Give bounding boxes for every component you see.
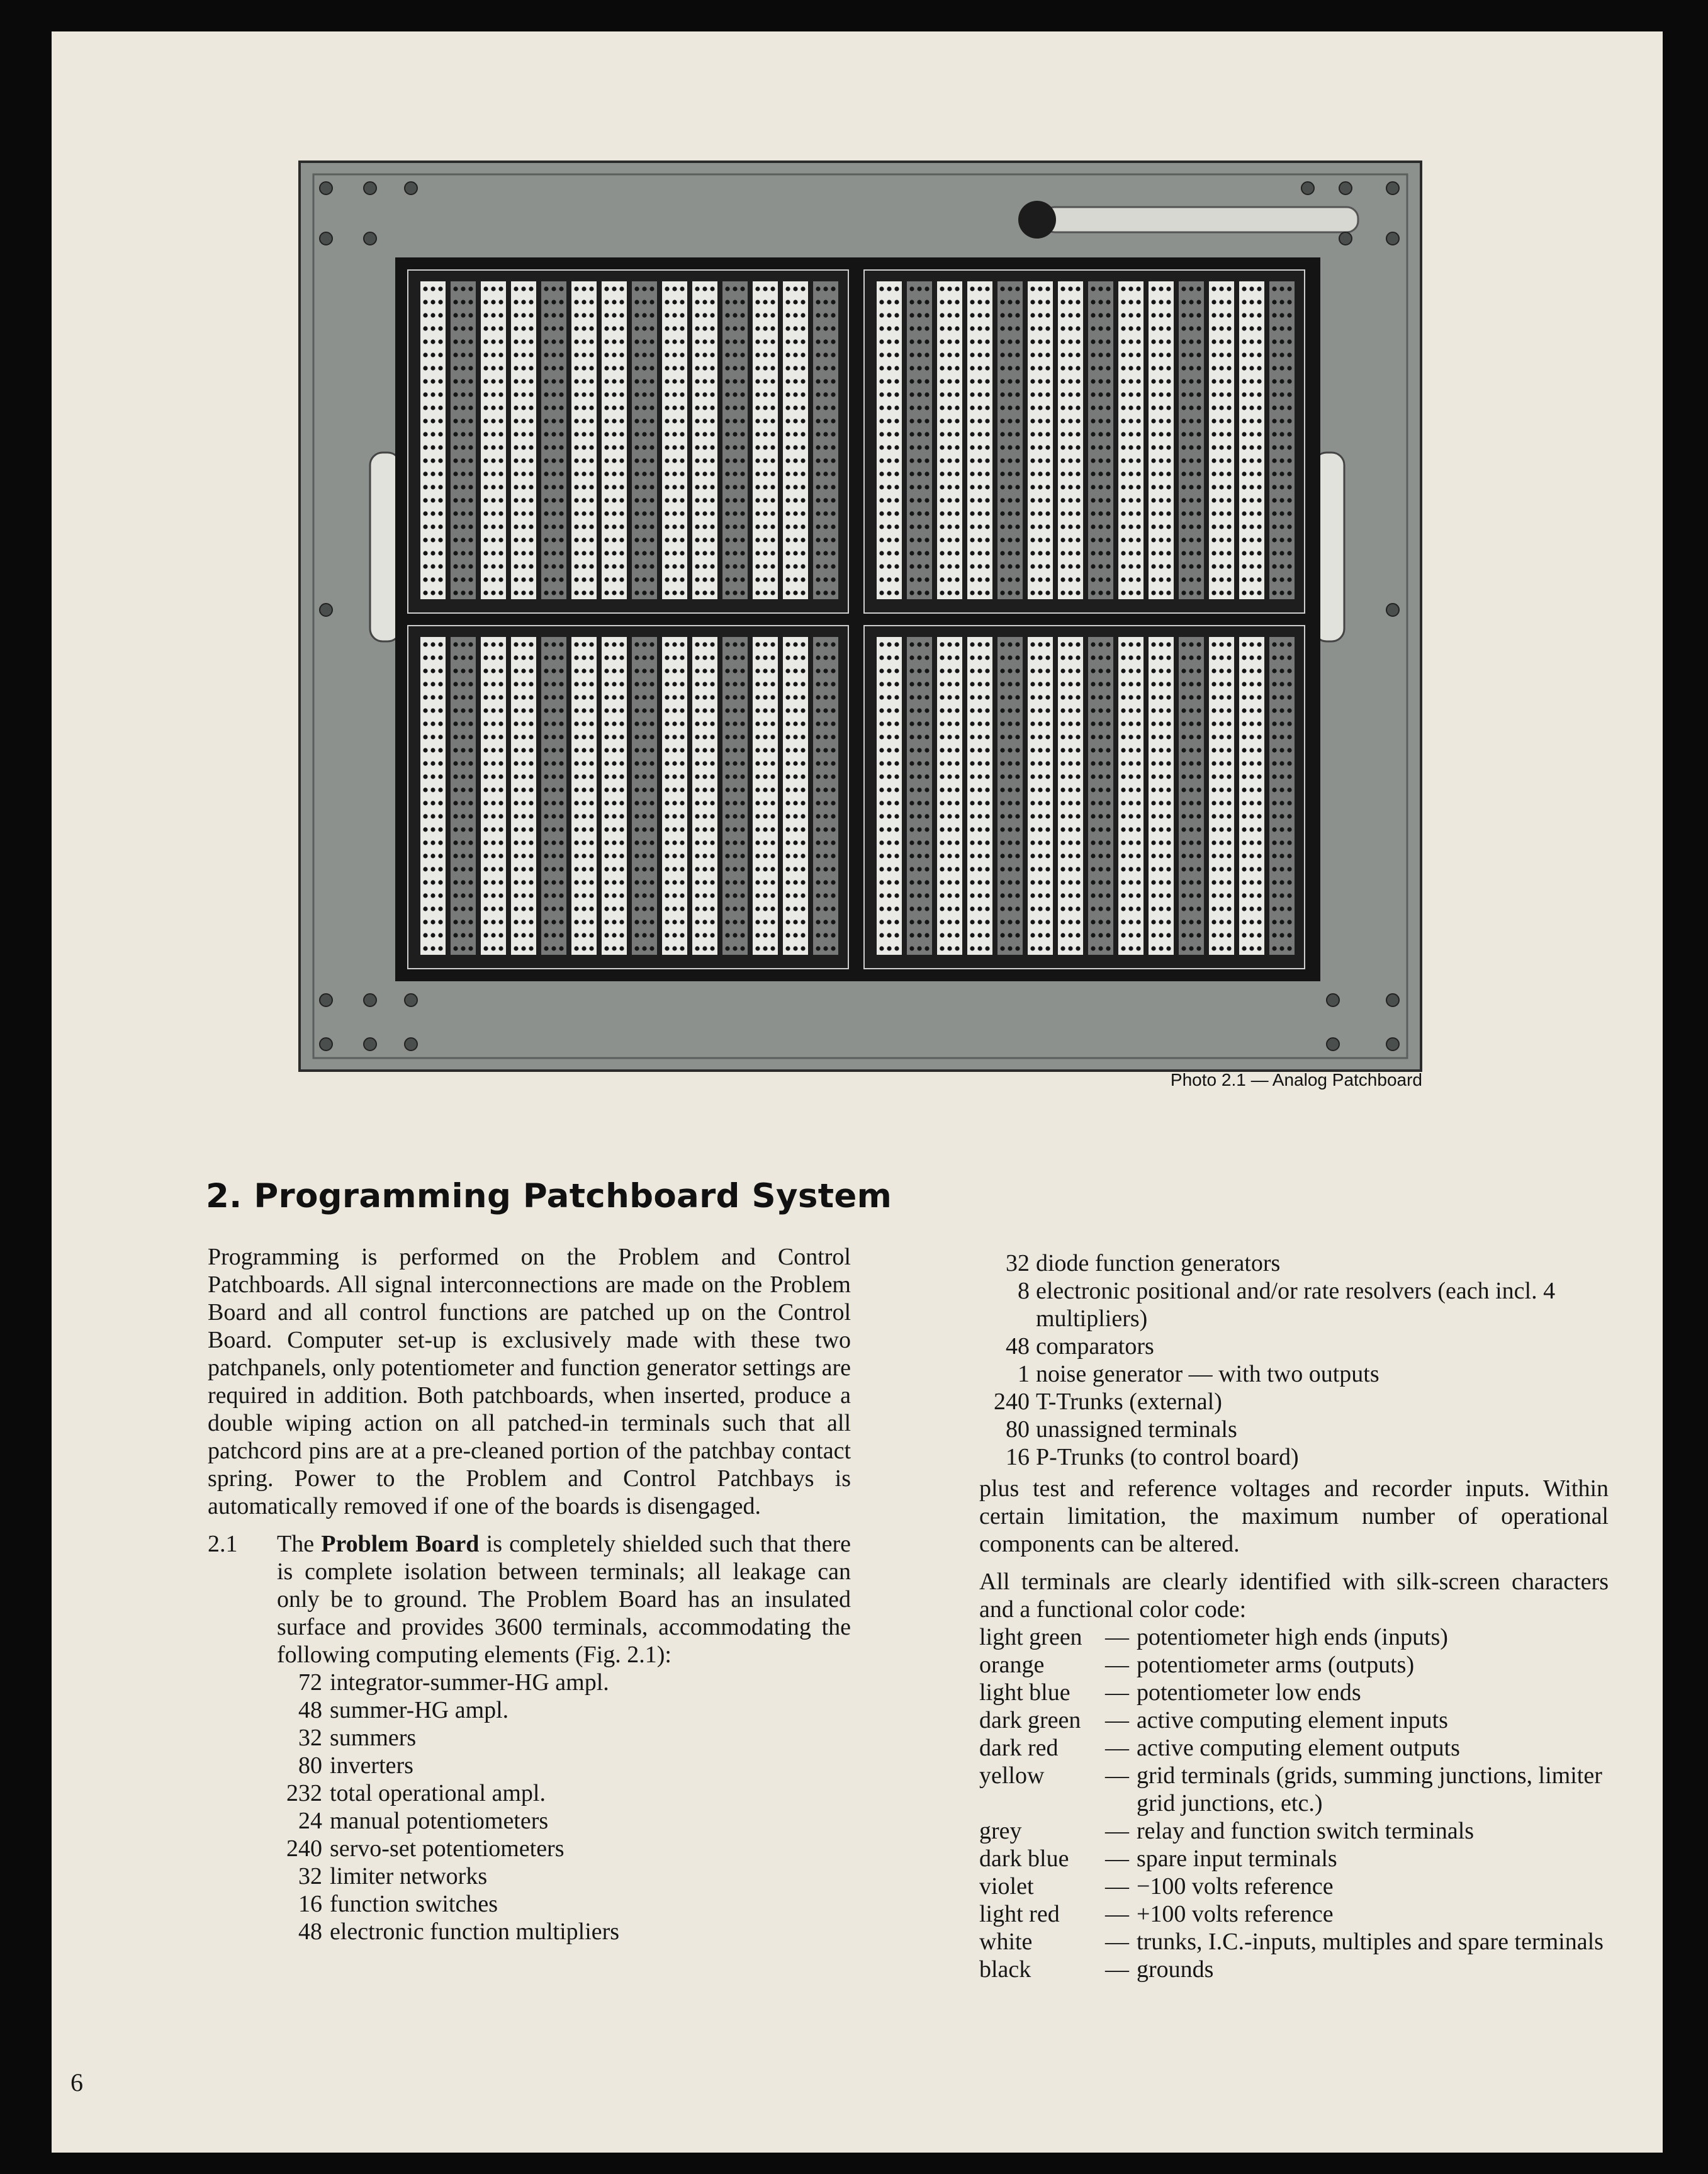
intro-paragraph: Programming is performed on the Problem and Control Patchboards. All signal interconnections are made on the Problem Board and all control functions are patched up on the Control Board. Computer set-up is exclusively made with these two patchpanels, only potentiometer and function generator settings are required in addition. Both patchboards, when inserted, produce a double wiping action on all patched-in terminals such that all patchcord pins are at a pre-cleaned portion of the patchbay contact spring. Power to the Problem and Control Patchbays is automatically removed if one of the boards is disengaged. — [208, 1244, 851, 1519]
elements-list-right — [979, 1249, 1609, 1471]
color-name: white — [979, 1929, 1033, 1955]
patchboard-illustration — [301, 163, 1420, 1069]
element-label: noise generator — with two outputs — [1036, 1361, 1379, 1387]
section-title: 2. Programming Patchboard System — [206, 1177, 892, 1215]
handle-knob — [1018, 201, 1056, 239]
element-item — [277, 1890, 851, 1918]
color-name: dark green — [979, 1707, 1081, 1733]
element-label: servo-set potentiometers — [330, 1835, 565, 1862]
dash: — — [1105, 1818, 1129, 1844]
dash: — — [1105, 1929, 1129, 1955]
dash: — — [1105, 1873, 1129, 1900]
element-item — [979, 1360, 1609, 1388]
element-item — [277, 1779, 851, 1807]
dash: — — [1105, 1956, 1129, 1983]
element-item — [277, 1918, 851, 1946]
right-column — [979, 1249, 1609, 1983]
handle-bar — [1043, 207, 1358, 232]
color-name: yellow — [979, 1762, 1045, 1789]
color-name: light red — [979, 1901, 1060, 1927]
color-code-row — [979, 1900, 1609, 1928]
color-name: violet — [979, 1873, 1034, 1900]
element-count: 32 — [298, 1725, 322, 1751]
element-label: diode function generators — [1036, 1250, 1281, 1276]
color-meaning: potentiometer arms (outputs) — [1137, 1652, 1415, 1678]
color-code-row — [979, 1706, 1609, 1734]
photo-caption: Photo 2.1 — Analog Patchboard — [1170, 1070, 1422, 1090]
dash: — — [1105, 1735, 1129, 1761]
color-name: light green — [979, 1624, 1082, 1650]
element-item — [979, 1388, 1609, 1416]
color-meaning: potentiometer low ends — [1137, 1679, 1361, 1706]
element-label: unassigned terminals — [1036, 1416, 1237, 1443]
color-code-row — [979, 1873, 1609, 1900]
color-code-row — [979, 1928, 1609, 1956]
element-item — [277, 1862, 851, 1890]
element-label: inverters — [330, 1752, 413, 1779]
element-count: 48 — [298, 1697, 322, 1723]
color-code-row — [979, 1623, 1609, 1651]
element-item — [979, 1277, 1609, 1332]
element-label: P-Trunks (to control board) — [1036, 1444, 1299, 1470]
element-label: integrator-summer-HG ampl. — [330, 1669, 609, 1696]
color-code-row — [979, 1679, 1609, 1706]
element-count: 24 — [298, 1808, 322, 1834]
element-item — [277, 1669, 851, 1696]
element-item — [277, 1696, 851, 1724]
color-name: light blue — [979, 1679, 1070, 1706]
right-paragraph-1: plus test and reference voltages and recorder inputs. Within certain limitation, the maximum number of operational components can be altered. — [979, 1475, 1609, 1557]
dash: — — [1105, 1762, 1129, 1789]
color-code-row — [979, 1651, 1609, 1679]
item-lead: The — [277, 1531, 315, 1557]
element-item — [979, 1443, 1609, 1471]
color-code-row — [979, 1956, 1609, 1983]
dash: — — [1105, 1624, 1129, 1650]
element-label: comparators — [1036, 1333, 1154, 1360]
element-count: 1 — [1018, 1361, 1030, 1387]
element-count: 48 — [298, 1918, 322, 1945]
color-meaning: trunks, I.C.-inputs, multiples and spare terminals — [1137, 1929, 1604, 1955]
element-count: 240 — [286, 1835, 322, 1862]
dash: — — [1105, 1901, 1129, 1927]
color-code-list — [979, 1623, 1609, 1983]
item-number: 2.1 — [208, 1531, 238, 1557]
element-count: 72 — [298, 1669, 322, 1696]
element-label: summers — [330, 1725, 417, 1751]
color-meaning: grid terminals (grids, summing junctions, limiter grid junctions, etc.) — [1137, 1762, 1602, 1816]
element-count: 32 — [1006, 1250, 1030, 1276]
item-paragraph — [277, 1530, 851, 1669]
color-code-row — [979, 1734, 1609, 1762]
color-code-row — [979, 1845, 1609, 1873]
color-meaning: −100 volts reference — [1137, 1873, 1334, 1900]
color-name: dark red — [979, 1735, 1059, 1761]
element-label: function switches — [330, 1891, 498, 1917]
color-code-row — [979, 1762, 1609, 1817]
element-label: T-Trunks (external) — [1036, 1388, 1222, 1415]
document-page — [52, 31, 1663, 2153]
element-item — [979, 1332, 1609, 1360]
color-meaning: grounds — [1137, 1956, 1214, 1983]
right-paragraph-2: All terminals are clearly identified with silk-screen characters and a functional color code: — [979, 1569, 1609, 1623]
element-count: 16 — [1006, 1444, 1030, 1470]
color-meaning: potentiometer high ends (inputs) — [1137, 1624, 1448, 1650]
color-name: black — [979, 1956, 1031, 1983]
element-count: 80 — [1006, 1416, 1030, 1443]
element-count: 240 — [994, 1388, 1030, 1415]
color-meaning: spare input terminals — [1137, 1845, 1337, 1872]
color-name: dark blue — [979, 1845, 1069, 1872]
item-2-1 — [208, 1530, 851, 1946]
element-item — [277, 1835, 851, 1862]
element-count: 32 — [298, 1863, 322, 1890]
elements-list-left — [277, 1669, 851, 1946]
item-bold-term: Problem Board — [321, 1531, 480, 1557]
patchboard-photo — [298, 161, 1422, 1072]
dash: — — [1105, 1707, 1129, 1733]
page-number: 6 — [70, 2068, 83, 2097]
color-meaning: active computing element inputs — [1137, 1707, 1448, 1733]
element-item — [277, 1724, 851, 1752]
color-name: orange — [979, 1652, 1045, 1678]
dash: — — [1105, 1845, 1129, 1872]
color-name: grey — [979, 1818, 1022, 1844]
element-count: 8 — [1018, 1278, 1030, 1304]
element-label: summer-HG ampl. — [330, 1697, 509, 1723]
dash: — — [1105, 1652, 1129, 1678]
element-label: total operational ampl. — [330, 1780, 546, 1806]
color-meaning: +100 volts reference — [1137, 1901, 1334, 1927]
item-text: is completely shielded such that there is complete isolation between terminals; all leakage can only be to ground. The Problem Board has an insulated surface and provides 3600 terminals, accommodating the following computing elements (Fig. 2.1): — [277, 1531, 851, 1668]
item-body — [277, 1530, 851, 1946]
element-item — [979, 1249, 1609, 1277]
element-label: electronic function multipliers — [330, 1918, 620, 1945]
color-meaning: relay and function switch terminals — [1137, 1818, 1475, 1844]
element-label: manual potentiometers — [330, 1808, 549, 1834]
element-label: limiter networks — [330, 1863, 488, 1890]
element-item — [277, 1807, 851, 1835]
dash: — — [1105, 1679, 1129, 1706]
element-item — [979, 1416, 1609, 1443]
element-item — [277, 1752, 851, 1779]
element-label: electronic positional and/or rate resolvers (each incl. 4 multipliers) — [1036, 1278, 1556, 1332]
element-count: 232 — [286, 1780, 322, 1806]
left-column — [208, 1243, 851, 1946]
element-count: 80 — [298, 1752, 322, 1779]
element-count: 16 — [298, 1891, 322, 1917]
element-count: 48 — [1006, 1333, 1030, 1360]
color-meaning: active computing element outputs — [1137, 1735, 1460, 1761]
color-code-row — [979, 1817, 1609, 1845]
